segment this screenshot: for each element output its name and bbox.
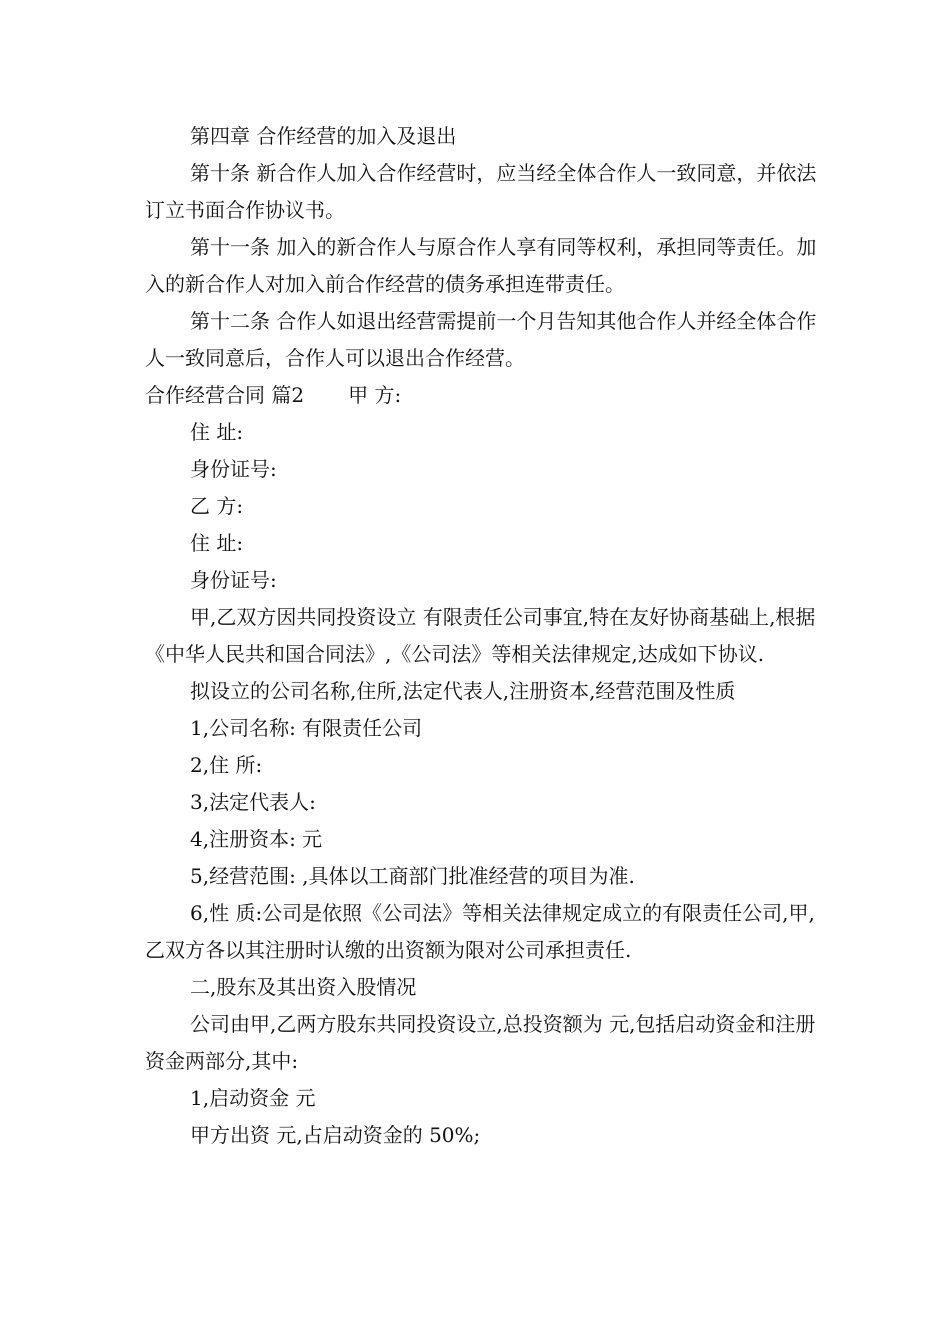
article-paragraph: 第十条 新合作人加入合作经营时，应当经全体合作人一致同意，并依法订立书面合作协议书。 xyxy=(145,161,817,222)
list-item: 3,法定代表人: xyxy=(190,790,316,814)
list-item: 5,经营范围: ,具体以工商部门批准经营的项目为准. xyxy=(190,864,635,888)
party-field: 身份证号: xyxy=(190,568,277,592)
party-field: 乙 方: xyxy=(190,494,244,518)
list-item: 4,注册资本: 元 xyxy=(190,827,323,851)
chapter-heading: 第四章 合作经营的加入及退出 xyxy=(190,124,457,148)
section-heading: 二,股东及其出资入股情况 xyxy=(190,975,417,999)
document-body xyxy=(145,118,825,1154)
body-paragraph: 公司由甲,乙两方股东共同投资设立,总投资额为 元,包括启动资金和注册资金两部分,其中: xyxy=(145,1012,816,1073)
section-heading: 拟设立的公司名称,住所,法定代表人,注册资本,经营范围及性质 xyxy=(190,679,736,703)
article-paragraph: 第十二条 合作人如退出经营需提前一个月告知其他合作人并经全体合作人一致同意后，合作人可以退出合作经营。 xyxy=(145,309,817,370)
contract-title-line xyxy=(145,377,825,414)
list-item: 2,住 所: xyxy=(190,753,263,777)
contract-title: 合作经营合同 篇2 xyxy=(145,383,305,407)
party-a-label: 甲 方: xyxy=(348,383,402,407)
party-field: 住 址: xyxy=(190,420,244,444)
list-item: 1,启动资金 元 xyxy=(190,1086,316,1110)
party-field: 住 址: xyxy=(190,531,244,555)
list-item: 1,公司名称: 有限责任公司 xyxy=(190,716,423,740)
article-paragraph: 第十一条 加入的新合作人与原合作人享有同等权利，承担同等责任。加入的新合作人对加入前合作经营的债务承担连带责任。 xyxy=(145,235,817,296)
preamble-paragraph: 甲,乙双方因共同投资设立 有限责任公司事宜,特在友好协商基础上,根据《中华人民共和国合同法》,《公司法》等相关法律规定,达成如下协议. xyxy=(145,605,816,666)
party-field: 身份证号: xyxy=(190,457,277,481)
list-item: 6,性 质:公司是依照《公司法》等相关法律规定成立的有限责任公司,甲,乙双方各以其注册时认缴的出资额为限对公司承担责任. xyxy=(145,901,815,962)
list-item: 甲方出资 元,占启动资金的 50%; xyxy=(190,1123,481,1147)
